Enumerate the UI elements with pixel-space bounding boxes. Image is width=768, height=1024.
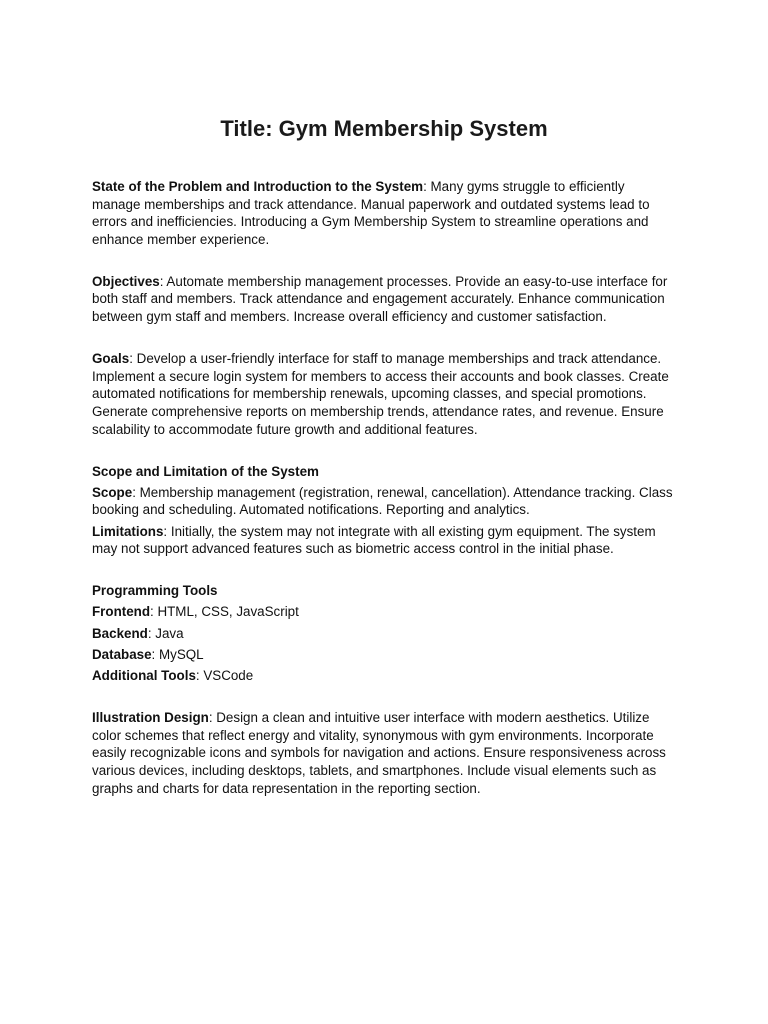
backend-line <box>92 625 676 643</box>
limitations-paragraph <box>92 523 676 558</box>
frontend-text: : HTML, CSS, JavaScript <box>150 604 299 620</box>
document-title: Title: Gym Membership System <box>220 116 548 141</box>
problem-paragraph <box>92 178 676 248</box>
objectives-text: : Automate membership management processes. Provide an easy-to-use interface for both staff and members. Track attendance and engagement accurately. Enhance communication between gym staff and members. Increase overall efficiency and customer satisfaction. <box>92 273 668 325</box>
goals-label: Goals <box>92 351 130 367</box>
problem-label: State of the Problem and Introduction to the System <box>92 179 424 194</box>
database-text: : MySQL <box>151 646 204 662</box>
problem-text: : Many gyms struggle to efficiently manage memberships and track attendance. Manual paperwork and outdated systems lead to errors and inefficiencies. Introducing a Gym Membership System to streamline operations and enhance member experience. <box>92 179 650 247</box>
tools-heading-text: Programming Tools <box>92 583 218 599</box>
scope-section-heading <box>92 463 676 481</box>
additional-tools-text: : VSCode <box>195 668 254 684</box>
database-line <box>92 646 676 664</box>
additional-tools-label: Additional Tools <box>92 668 196 684</box>
frontend-line <box>92 603 676 621</box>
goals-text: : Develop a user-friendly interface for staff to manage memberships and track attendance. Implement a secure login system for members to access their accounts and book classes. Create automated notifications for membership renewals, upcoming classes, and special promotions. Generate comprehensive reports on membership trends, attendance rates, and revenue. Ensure scalability to accommodate future growth and additional features. <box>92 351 669 437</box>
objectives-label: Objectives <box>92 273 160 289</box>
scope-heading-text: Scope and Limitation of the System <box>92 463 319 479</box>
database-label: Database <box>92 646 152 662</box>
limitations-text: : Initially, the system may not integrate with all existing gym equipment. The system may not support advanced features such as biometric access control in the initial phase. <box>92 523 656 557</box>
scope-text: : Membership management (registration, renewal, cancellation). Attendance tracking. Class booking and scheduling. Automated notifications. Reporting and analytics. <box>92 484 673 518</box>
backend-label: Backend <box>92 625 148 641</box>
frontend-label: Frontend <box>92 604 151 620</box>
illustration-label: Illustration Design <box>92 710 209 726</box>
objectives-paragraph <box>92 273 676 326</box>
limitations-label: Limitations <box>92 523 164 539</box>
additional-tools-line <box>92 667 676 685</box>
scope-paragraph <box>92 484 676 519</box>
backend-text: : Java <box>147 625 184 641</box>
illustration-paragraph <box>92 709 676 797</box>
scope-label: Scope <box>92 484 133 500</box>
tools-section-heading <box>92 582 676 600</box>
illustration-text: : Design a clean and intuitive user interface with modern aesthetics. Utilize color schemes that reflect energy and vitality, synonymous with gym environments. Incorporate easily recognizable icons and symbols for navigation and actions. Ensure responsiveness across various devices, including desktops, tablets, and smartphones. Include visual elements such as graphs and charts for data representation in the reporting section. <box>92 710 666 796</box>
goals-paragraph <box>92 350 676 438</box>
